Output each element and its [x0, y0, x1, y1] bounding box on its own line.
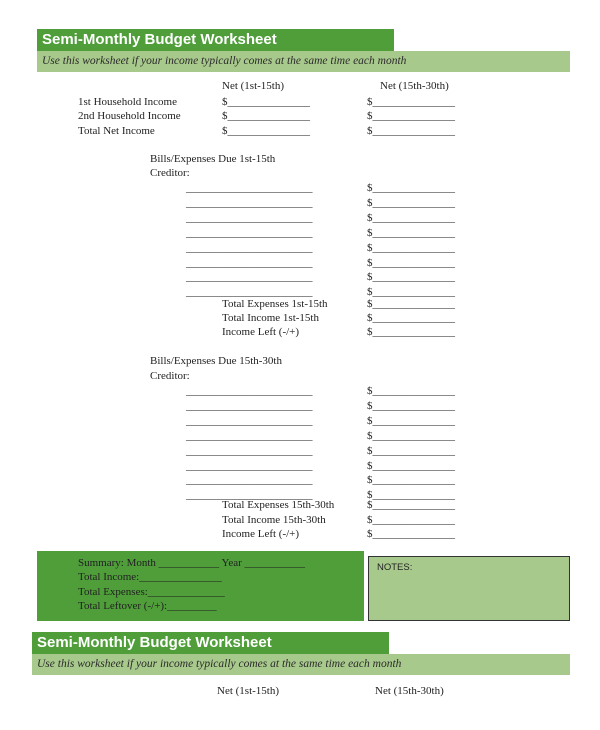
income-amount-field[interactable]: $_______________: [367, 110, 455, 122]
total-label: Income Left (-/+): [222, 326, 300, 338]
creditor-amount-field[interactable]: $_______________: [367, 182, 455, 194]
creditor-amount-field[interactable]: $_______________: [367, 241, 455, 254]
creditor-name-field[interactable]: _______________________: [186, 414, 313, 427]
creditor-amount-field[interactable]: $_______________: [367, 271, 455, 284]
summary-total-leftover-line[interactable]: Total Leftover (-/+):_________: [78, 600, 217, 612]
creditor-name-field[interactable]: _______________________: [186, 182, 313, 194]
bills-heading-15th-30th: Bills/Expenses Due 15th-30th: [150, 355, 282, 367]
col-header-15th-30th: Net (15th-30th): [380, 80, 449, 92]
total-amount-field[interactable]: $_______________: [367, 514, 455, 526]
creditor-amount-field[interactable]: $_______________: [367, 286, 455, 299]
bills-heading-1st-15th: Bills/Expenses Due 1st-15th: [150, 153, 276, 165]
worksheet-subtitle: Use this worksheet if your income typically comes at the same time each month: [42, 55, 407, 67]
creditor-name-field[interactable]: _______________________: [186, 474, 313, 487]
worksheet-title-bar: [37, 29, 394, 51]
income-amount-field[interactable]: $_______________: [222, 125, 310, 137]
creditor-name-field[interactable]: _______________________: [186, 399, 313, 412]
creditor-name-field[interactable]: _______________________: [186, 241, 313, 254]
total-label: Total Income 1st-15th: [222, 312, 319, 324]
creditor-label: Creditor:: [150, 370, 190, 382]
creditor-amount-field[interactable]: $_______________: [367, 211, 455, 224]
income-label: 2nd Household Income: [78, 110, 181, 122]
worksheet-subtitle-bar-2: [32, 654, 570, 675]
creditor-name-field[interactable]: _______________________: [186, 211, 313, 224]
worksheet-subtitle: Use this worksheet if your income typically comes at the same time each month: [37, 658, 402, 670]
creditor-amount-field[interactable]: $_______________: [367, 444, 455, 457]
creditor-name-field[interactable]: _______________________: [186, 489, 313, 502]
income-amount-field[interactable]: $_______________: [222, 96, 310, 108]
total-amount-field[interactable]: $_______________: [367, 312, 455, 324]
total-amount-field[interactable]: $_______________: [367, 326, 455, 338]
summary-month-year-line[interactable]: Summary: Month ___________ Year ___________: [78, 557, 306, 569]
creditor-amount-field[interactable]: $_______________: [367, 474, 455, 487]
creditor-label: Creditor:: [150, 167, 190, 179]
creditor-name-field[interactable]: _______________________: [186, 256, 313, 269]
worksheet-title: Semi-Monthly Budget Worksheet: [37, 634, 272, 651]
total-label: Total Expenses 1st-15th: [222, 298, 328, 310]
col-header-1st-15th: Net (1st-15th): [217, 685, 280, 697]
income-amount-field[interactable]: $_______________: [222, 110, 310, 122]
worksheet-title: Semi-Monthly Budget Worksheet: [42, 31, 277, 48]
total-amount-field[interactable]: $_______________: [367, 528, 455, 540]
notes-label: NOTES:: [377, 562, 413, 573]
worksheet-subtitle-bar: [37, 51, 570, 72]
col-header-15th-30th: Net (15th-30th): [375, 685, 444, 697]
creditor-name-field[interactable]: _______________________: [186, 196, 313, 209]
creditor-name-field[interactable]: _______________________: [186, 271, 313, 284]
income-label: Total Net Income: [78, 125, 155, 137]
creditor-amount-field[interactable]: $_______________: [367, 256, 455, 269]
creditor-amount-field[interactable]: $_______________: [367, 196, 455, 209]
creditor-amount-field[interactable]: $_______________: [367, 489, 455, 502]
worksheet-title-bar-2: [32, 632, 389, 654]
creditor-name-field[interactable]: _______________________: [186, 444, 313, 457]
total-label: Income Left (-/+): [222, 528, 300, 540]
income-label: 1st Household Income: [78, 96, 177, 108]
income-amount-field[interactable]: $_______________: [367, 96, 455, 108]
creditor-name-field[interactable]: _______________________: [186, 385, 313, 397]
total-amount-field[interactable]: $_______________: [367, 298, 455, 310]
creditor-name-field[interactable]: _______________________: [186, 226, 313, 239]
total-amount-field[interactable]: $_______________: [367, 499, 455, 511]
creditor-amount-field[interactable]: $_______________: [367, 414, 455, 427]
col-header-1st-15th: Net (1st-15th): [222, 80, 285, 92]
creditor-amount-field[interactable]: $_______________: [367, 429, 455, 442]
creditor-amount-field[interactable]: $_______________: [367, 226, 455, 239]
notes-box[interactable]: [368, 556, 570, 621]
creditor-amount-field[interactable]: $_______________: [367, 399, 455, 412]
creditor-name-field[interactable]: _______________________: [186, 429, 313, 442]
summary-total-income-line[interactable]: Total Income:_______________: [78, 571, 222, 583]
total-label: Total Expenses 15th-30th: [222, 499, 335, 511]
creditor-amount-field[interactable]: $_______________: [367, 459, 455, 472]
creditor-amount-field[interactable]: $_______________: [367, 385, 455, 397]
total-label: Total Income 15th-30th: [222, 514, 326, 526]
creditor-name-field[interactable]: _______________________: [186, 286, 313, 299]
creditor-name-field[interactable]: _______________________: [186, 459, 313, 472]
income-amount-field[interactable]: $_______________: [367, 125, 455, 137]
summary-total-expenses-line[interactable]: Total Expenses:______________: [78, 586, 225, 598]
